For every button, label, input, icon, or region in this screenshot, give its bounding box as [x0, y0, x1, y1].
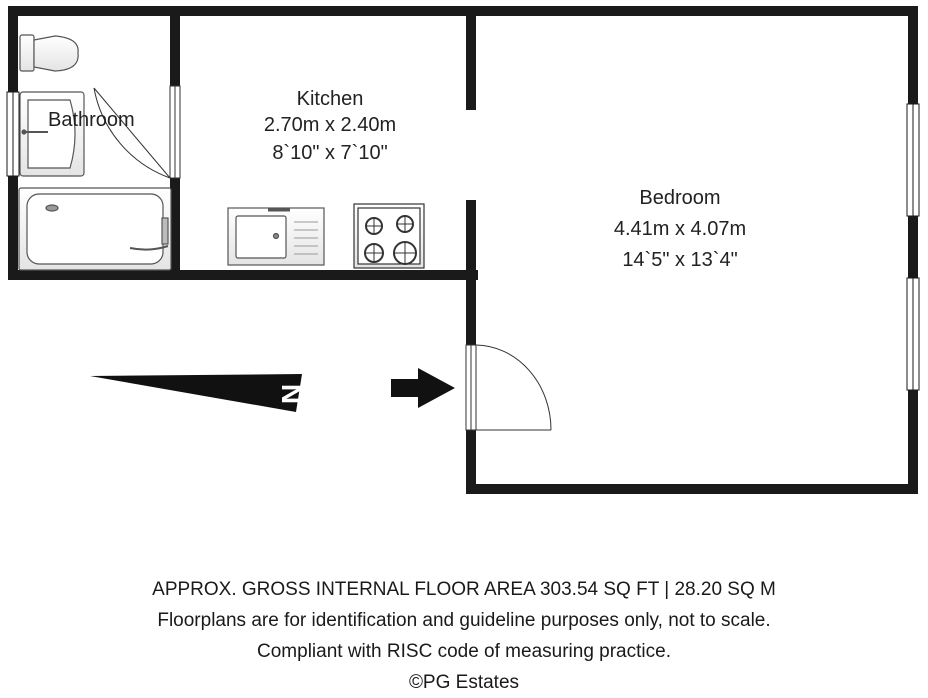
door-entrance-swing	[476, 345, 551, 430]
wall-top	[8, 6, 918, 16]
bedroom-metric: 4.41m x 4.07m	[613, 218, 747, 240]
wall-right	[908, 6, 918, 494]
footer-disclaimer: Floorplans are for identification and guideline purposes only, not to scale.	[157, 610, 771, 631]
entrance-arrow-icon	[391, 368, 455, 408]
kitchen-metric: 2.70m x 2.40m	[263, 114, 397, 136]
kitchen-imperial: 8`10" x 7`10"	[272, 142, 388, 164]
bedroom-imperial: 14`5" x 13`4"	[622, 249, 738, 271]
wall-partition-upper	[466, 6, 476, 110]
bathtub-icon	[19, 188, 171, 270]
kitchen-label	[230, 86, 430, 169]
compass-letter: N	[276, 383, 307, 405]
kitchen-name: Kitchen	[296, 88, 364, 110]
sink-icon	[228, 208, 324, 265]
footer-area: APPROX. GROSS INTERNAL FLOOR AREA 303.54 SQ FT | 28.20 SQ M	[152, 579, 776, 600]
basin-icon	[20, 92, 84, 176]
wall-bath-kitchen-upper	[170, 6, 180, 86]
north-arrow-icon	[90, 374, 307, 412]
bedroom-label	[580, 183, 780, 276]
bedroom-name: Bedroom	[639, 187, 721, 209]
bathroom-name: Bathroom	[48, 109, 135, 131]
wall-partition-lower	[466, 200, 476, 280]
door-bathroom-leaf	[94, 88, 170, 178]
wall-bedroom-bottom	[466, 484, 918, 494]
toilet-icon	[20, 35, 78, 71]
bathroom-label	[48, 109, 135, 131]
wall-kitchen-bottom	[8, 270, 478, 280]
footer-notes	[0, 574, 928, 698]
footer-compliance: Compliant with RISC code of measuring practice.	[257, 641, 671, 662]
footer-copyright: ©PG Estates	[408, 672, 520, 693]
hob-icon	[354, 204, 424, 268]
